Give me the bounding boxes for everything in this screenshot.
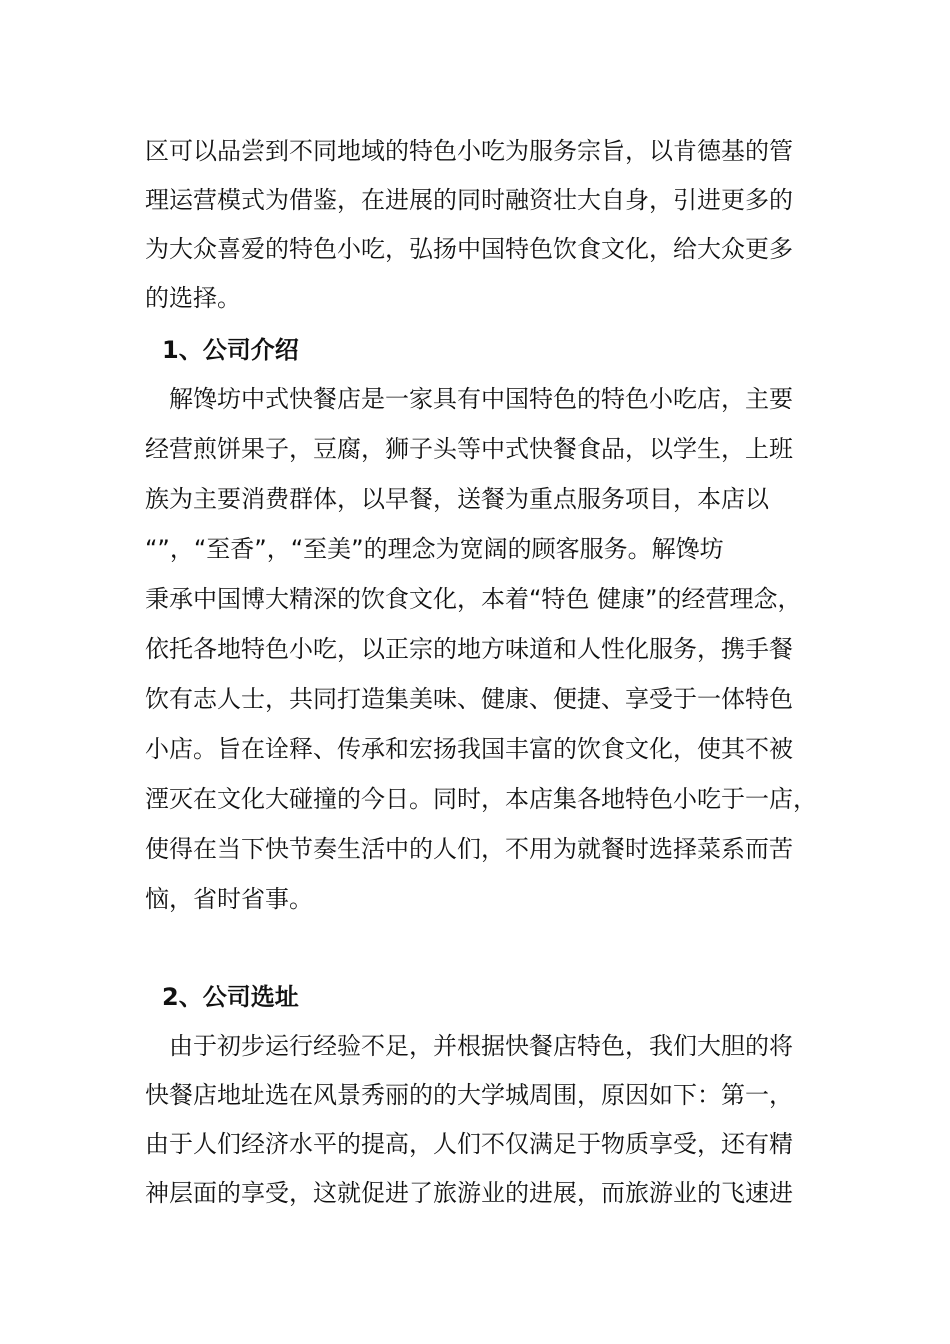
section1-line: 湮灭在文化大碰撞的今日。同时，本店集各地特色小吃于一店， — [145, 785, 817, 813]
section2-line: 由于人们经济水平的提高，人们不仅满足于物质享受，还有精 — [145, 1130, 793, 1158]
section2-line: 神层面的享受，这就促进了旅游业的进展，而旅游业的飞速进 — [145, 1179, 793, 1207]
intro-line: 为大众喜爱的特色小吃，弘扬中国特色饮食文化，给大众更多 — [145, 235, 793, 263]
section2-line: 快餐店地址选在风景秀丽的的大学城周围，原因如下：第一， — [145, 1081, 793, 1109]
section1-line: “”，“至香”，“至美”的理念为宽阔的顾客服务。解馋坊 — [145, 535, 724, 563]
section1-line: 族为主要消费群体，以早餐，送餐为重点服务项目，本店以 — [145, 485, 769, 513]
intro-line: 的选择。 — [145, 284, 241, 312]
section1-line: 饮有志人士，共同打造集美味、健康、便捷、享受于一体特色 — [145, 685, 793, 713]
section-heading-company-location: 2、公司选址 — [162, 983, 299, 1011]
section1-line: 经营煎饼果子，豆腐，狮子头等中式快餐食品，以学生，上班 — [145, 435, 793, 463]
section2-line: 由于初步运行经验不足，并根据快餐店特色，我们大胆的将 — [145, 1032, 793, 1060]
section1-line: 解馋坊中式快餐店是一家具有中国特色的特色小吃店，主要 — [145, 385, 793, 413]
section1-line: 秉承中国博大精深的饮食文化，本着“特色 健康”的经营理念， — [145, 585, 802, 613]
intro-line: 区可以品尝到不同地域的特色小吃为服务宗旨，以肯德基的管 — [145, 137, 793, 165]
section1-line: 使得在当下快节奏生活中的人们，不用为就餐时选择菜系而苦 — [145, 835, 793, 863]
section1-line: 恼，省时省事。 — [145, 885, 313, 913]
intro-line: 理运营模式为借鉴，在进展的同时融资壮大自身，引进更多的 — [145, 186, 793, 214]
section1-line: 小店。旨在诠释、传承和宏扬我国丰富的饮食文化，使其不被 — [145, 735, 793, 763]
section-heading-company-intro: 1、公司介绍 — [162, 336, 299, 364]
section1-line: 依托各地特色小吃，以正宗的地方味道和人性化服务，携手餐 — [145, 635, 793, 663]
